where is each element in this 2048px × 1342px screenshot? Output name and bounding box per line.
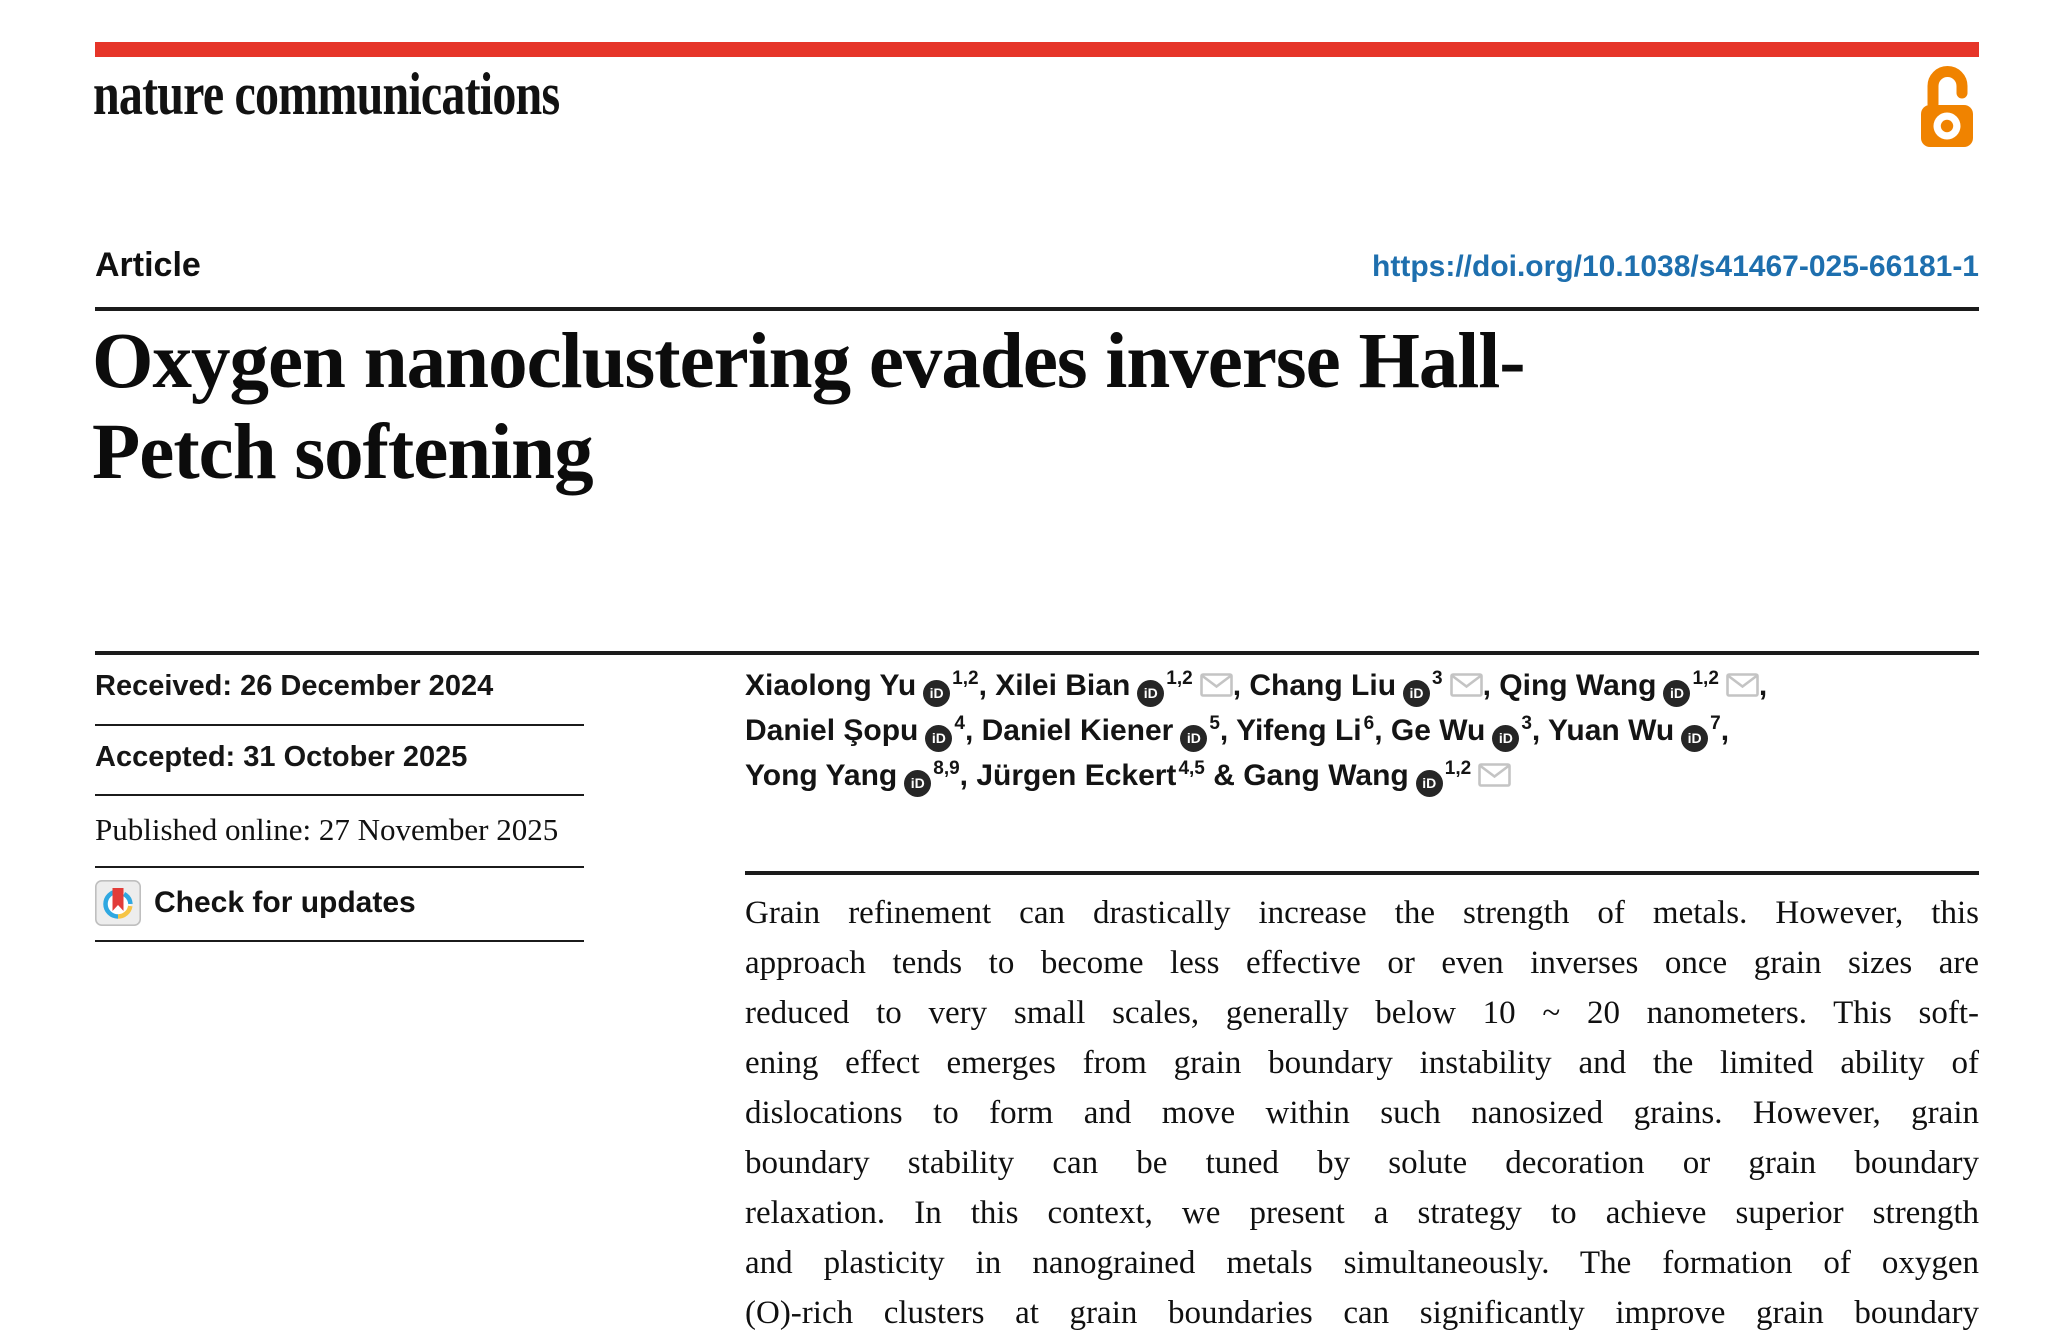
article-header-row <box>95 246 1979 285</box>
abstract-line: Grain refinement can drastically increase the strength of metals. However, this <box>745 895 1979 931</box>
author-name[interactable]: Xilei Bian <box>995 669 1131 702</box>
doi-link[interactable]: https://doi.org/10.1038/s41467-025-66181-1 <box>1372 250 1979 283</box>
orcid-icon[interactable]: iD <box>1681 725 1708 752</box>
abstract-line: (O)-rich clusters at grain boundaries can significantly improve grain boundary <box>745 1295 1979 1331</box>
author-affiliation-superscript: 1,2 <box>952 668 979 689</box>
journal-logo[interactable]: nature communications <box>93 61 560 127</box>
accepted-date: Accepted: 31 October 2025 <box>95 741 468 773</box>
author-affiliation-superscript: 7 <box>1710 713 1721 734</box>
author-name[interactable]: Xiaolong Yu <box>745 669 917 702</box>
author-name[interactable]: Ge Wu <box>1390 714 1486 747</box>
orcid-icon[interactable]: iD <box>1403 680 1430 707</box>
history-divider <box>95 794 584 796</box>
body-top-divider <box>95 651 1979 655</box>
author-list <box>745 663 1995 798</box>
author-line: Xiaolong Yu iD$^{1,2}$, Xilei Bian iD$^{1,2}$ , Chang Liu $iD^3$ , Qing Wang iD$^{1,2}$ , <box>745 663 1995 708</box>
author-name[interactable]: Yong Yang <box>745 759 898 792</box>
orcid-icon[interactable]: iD <box>1492 725 1519 752</box>
author-name[interactable]: Daniel Şopu <box>745 714 919 747</box>
author-affiliation-superscript: 4,5 <box>1178 758 1205 779</box>
abstract-line: dislocations to form and move within such nanosized grains. However, grain <box>745 1095 1979 1131</box>
abstract <box>745 888 1979 1338</box>
history-divider <box>95 940 584 942</box>
title-line-2: Petch softening <box>92 409 593 496</box>
article-type-label: Article <box>95 246 201 284</box>
author-affiliation-superscript: 4 <box>954 713 965 734</box>
author-name[interactable]: Chang Liu <box>1249 669 1397 702</box>
author-affiliation-superscript: 8,9 <box>933 758 960 779</box>
crossmark-icon <box>95 880 141 926</box>
author-affiliation-superscript: 1,2 <box>1692 668 1719 689</box>
check-for-updates-label: Check for updates <box>154 886 416 919</box>
orcid-icon[interactable]: iD <box>923 680 950 707</box>
orcid-icon[interactable]: iD <box>1663 680 1690 707</box>
author-affiliation-superscript: 5 <box>1209 713 1220 734</box>
author-affiliation-superscript: 3 <box>1432 668 1443 689</box>
orcid-icon[interactable]: iD <box>1180 725 1207 752</box>
author-affiliation-superscript: 1,2 <box>1166 668 1193 689</box>
author-name[interactable]: Jürgen Eckert <box>976 759 1177 792</box>
author-name[interactable]: Qing Wang <box>1499 669 1657 702</box>
abstract-line: approach tends to become less effective or even inverses once grain sizes are <box>745 945 1979 981</box>
mail-icon[interactable] <box>1450 673 1483 697</box>
masthead-red-bar <box>95 42 1979 57</box>
abstract-line: relaxation. In this context, we present a strategy to achieve superior strength <box>745 1195 1979 1231</box>
author-affiliation-superscript: 3 <box>1521 713 1532 734</box>
abstract-divider <box>745 871 1979 875</box>
history-divider <box>95 724 584 726</box>
author-name[interactable]: Yifeng Li <box>1236 714 1362 747</box>
abstract-line: and plasticity in nanograined metals simultaneously. The formation of oxygen <box>745 1245 1979 1281</box>
mail-icon[interactable] <box>1200 673 1233 697</box>
author-line: Daniel Şopu $iD^4$, Daniel Kiener $iD^5$, Yifeng Li $^6$, Ge Wu $iD^3$, Yuan Wu $iD^7$, <box>745 708 1995 753</box>
abstract-line: reduced to very small scales, generally below 10 ~ 20 nanometers. This soft- <box>745 995 1979 1031</box>
published-online-date: Published online: 27 November 2025 <box>95 812 559 847</box>
author-name[interactable]: Daniel Kiener <box>981 714 1174 747</box>
open-access-icon <box>1918 58 1976 150</box>
author-name[interactable]: Gang Wang <box>1243 759 1409 792</box>
orcid-icon[interactable]: iD <box>925 725 952 752</box>
article-title <box>92 316 1525 498</box>
author-affiliation-superscript: 6 <box>1363 713 1375 734</box>
title-line-1: Oxygen nanoclustering evades inverse Hall- <box>92 318 1525 405</box>
received-date: Received: 26 December 2024 <box>95 670 494 702</box>
author-affiliation-superscript: 1,2 <box>1444 758 1472 779</box>
author-line: Yong Yang iD$^{8,9}$, Jürgen Eckert $^{4,5}$ & Gang Wang iD$^{1,2}$ <box>745 753 1995 798</box>
mail-icon[interactable] <box>1726 673 1759 697</box>
header-divider <box>95 307 1979 311</box>
mail-icon[interactable] <box>1478 763 1511 787</box>
orcid-icon[interactable]: iD <box>1416 770 1443 797</box>
abstract-line: ening effect emerges from grain boundary instability and the limited ability of <box>745 1045 1979 1081</box>
orcid-icon[interactable]: iD <box>1137 680 1164 707</box>
orcid-icon[interactable]: iD <box>904 770 931 797</box>
abstract-line: boundary stability can be tuned by solute decoration or grain boundary <box>745 1145 1979 1181</box>
history-divider <box>95 866 584 868</box>
author-name[interactable]: Yuan Wu <box>1548 714 1675 747</box>
check-for-updates-button[interactable] <box>95 880 416 926</box>
